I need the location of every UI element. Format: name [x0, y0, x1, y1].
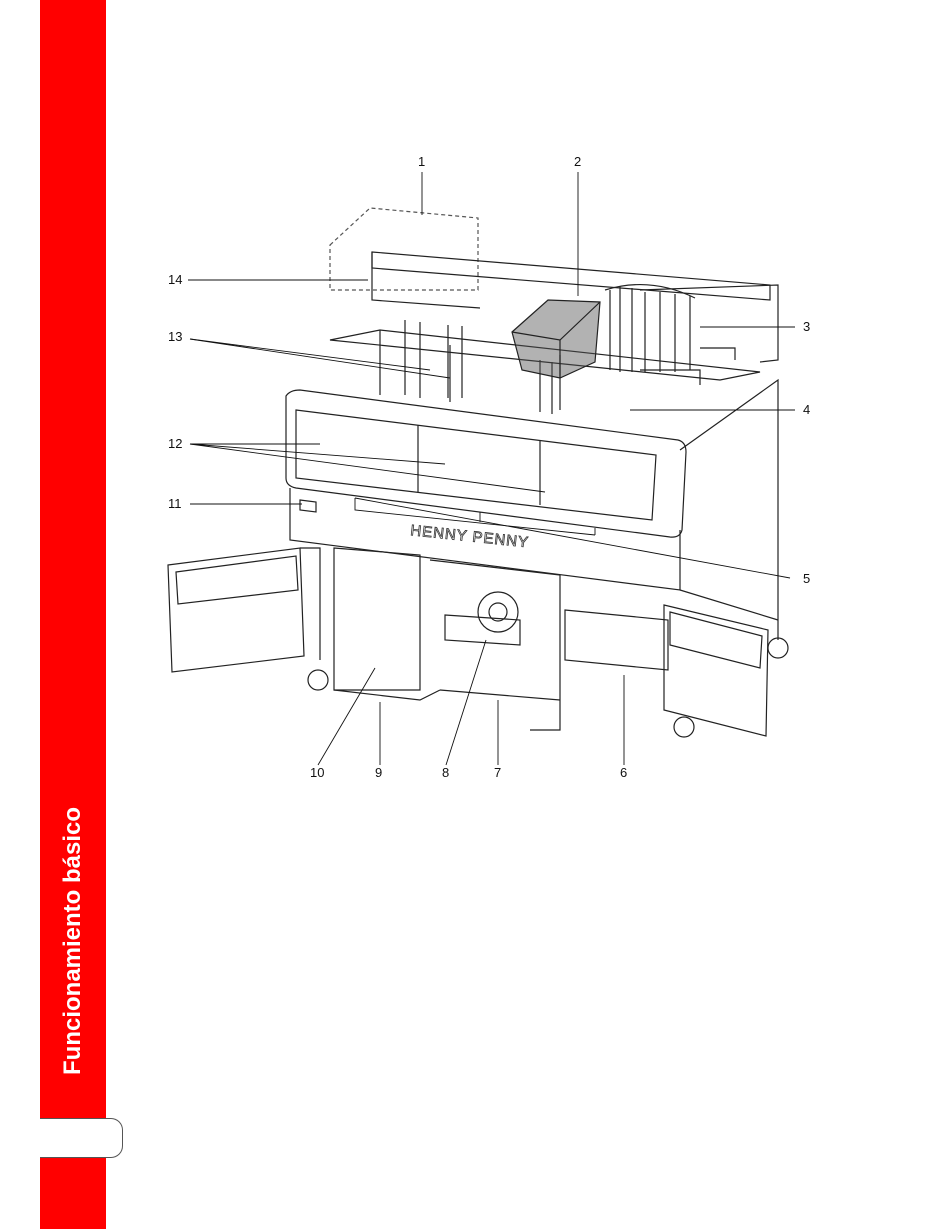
page-number-tab — [40, 1118, 123, 1158]
fryer-diagram — [160, 145, 820, 795]
callout-13: 13 — [168, 329, 183, 344]
callout-2: 2 — [574, 154, 582, 169]
callout-10: 10 — [310, 765, 325, 780]
callout-9: 9 — [375, 765, 383, 780]
callout-4: 4 — [803, 402, 811, 417]
callout-14: 14 — [168, 272, 183, 287]
section-title: Funcionamiento básico — [59, 806, 86, 1075]
callout-5: 5 — [803, 571, 811, 586]
brand-label: HENNY PENNY — [409, 522, 530, 552]
callout-7: 7 — [494, 765, 502, 780]
callout-8: 8 — [442, 765, 450, 780]
callout-6: 6 — [620, 765, 628, 780]
callout-1: 1 — [418, 154, 426, 169]
callout-11: 11 — [168, 496, 182, 511]
callout-3: 3 — [803, 319, 811, 334]
callout-12: 12 — [168, 436, 183, 451]
